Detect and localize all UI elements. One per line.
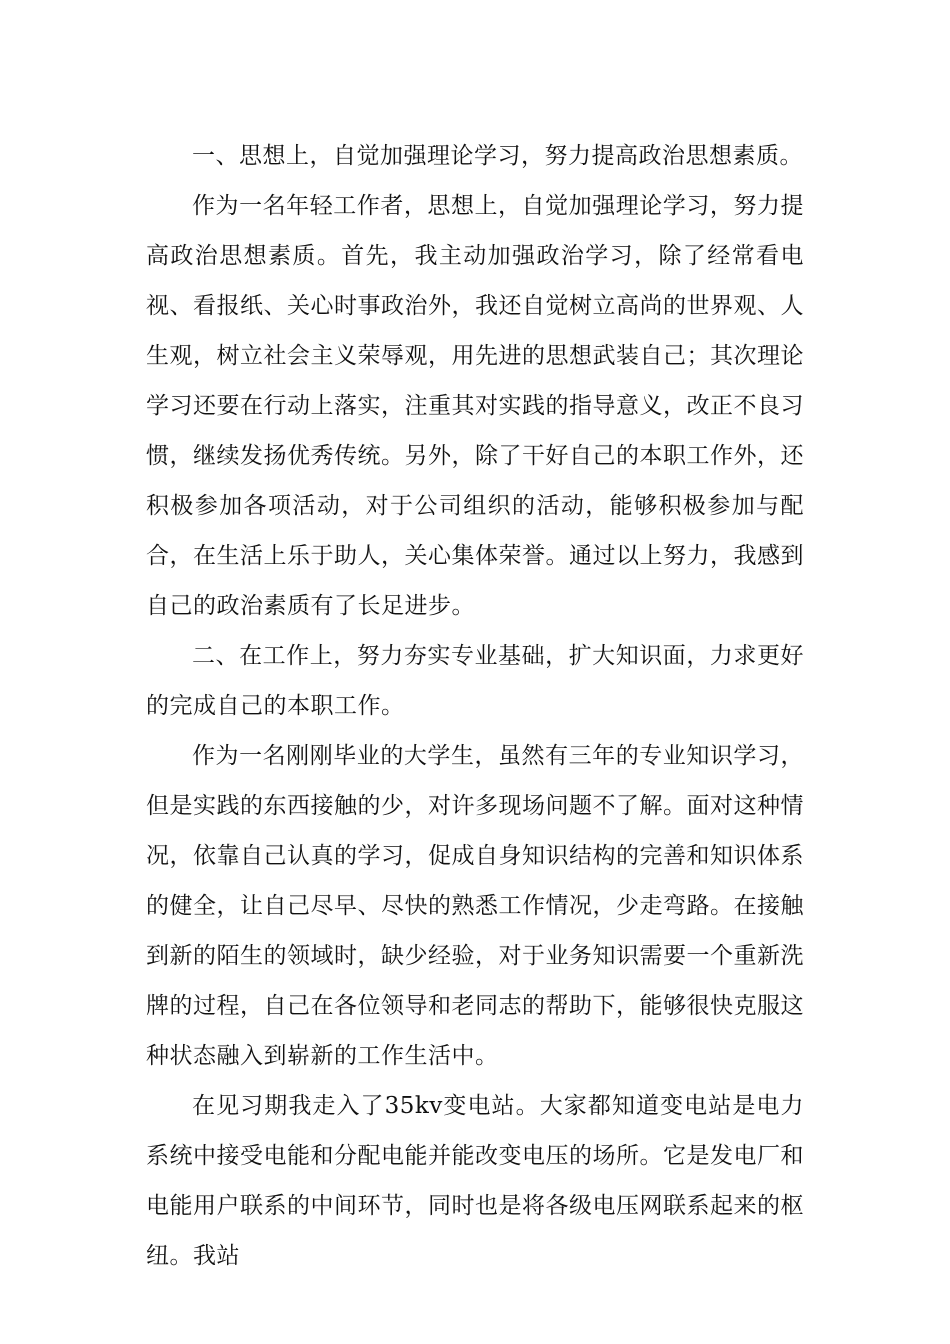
paragraph-substation: 在见习期我走入了35kv变电站。大家都知道变电站是电力系统中接受电能和分配电能并能改变电压的场所。它是发电厂和电能用户联系的中间环节，同时也是将各级电压网联系起来的枢纽。我站 (146, 1093, 804, 1269)
paragraph-ideology: 作为一名年轻工作者，思想上，自觉加强理论学习，努力提高政治思想素质。首先，我主动加强政治学习，除了经常看电视、看报纸、关心时事政治外，我还自觉树立高尚的世界观、人生观，树立社会主义荣辱观，用先进的思想武装自己；其次理论学习还要在行动上落实，注重其对实践的指导意义，改正不良习惯，继续发扬优秀传统。另外，除了干好自己的本职工作外，还积极参加各项活动，对于公司组织的活动，能够积极参加与配合，在生活上乐于助人，关心集体荣誉。通过以上努力，我感到自己的政治素质有了长足进步。 (146, 193, 804, 619)
section-heading-ideology: 一、思想上，自觉加强理论学习，努力提高政治思想素质。 (192, 143, 803, 169)
section-heading-work: 二、在工作上，努力夯实专业基础，扩大知识面，力求更好的完成自己的本职工作。 (146, 643, 804, 719)
document-body (146, 131, 804, 1281)
paragraph-work: 作为一名刚刚毕业的大学生，虽然有三年的专业知识学习，但是实践的东西接触的少，对许多现场问题不了解。面对这种情况，依靠自己认真的学习，促成自身知识结构的完善和知识体系的健全，让自己尽早、尽快的熟悉工作情况，少走弯路。在接触到新的陌生的领域时，缺少经验，对于业务知识需要一个重新洗牌的过程，自己在各位领导和老同志的帮助下，能够很快克服这种状态融入到崭新的工作生活中。 (146, 743, 804, 1069)
